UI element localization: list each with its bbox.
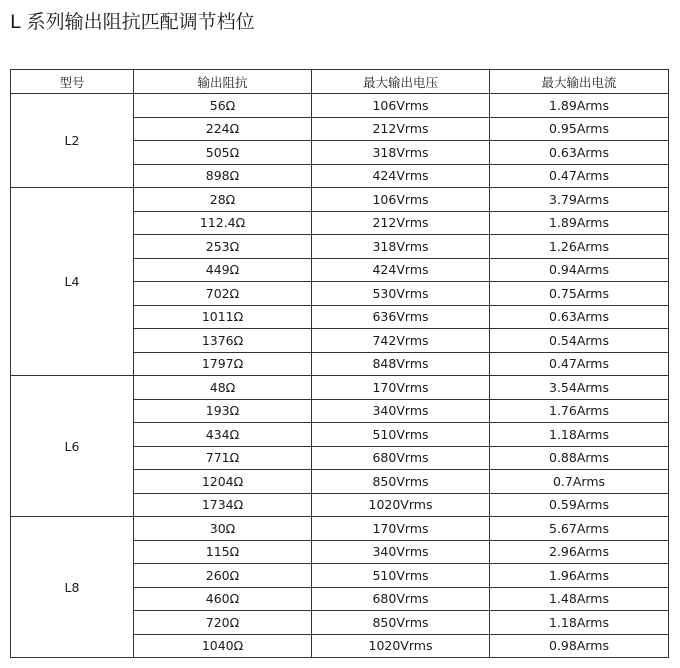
table-body bbox=[11, 94, 669, 658]
header-max-output-current: 最大输出电流 bbox=[490, 70, 669, 94]
max-output-voltage-cell: 680Vrms bbox=[312, 587, 490, 611]
max-output-current-cell: 0.63Arms bbox=[490, 141, 669, 165]
max-output-current-cell: 1.89Arms bbox=[490, 211, 669, 235]
table-row bbox=[11, 517, 669, 541]
header-output-impedance: 输出阻抗 bbox=[134, 70, 312, 94]
max-output-voltage-cell: 424Vrms bbox=[312, 164, 490, 188]
output-impedance-cell: 449Ω bbox=[134, 258, 312, 282]
output-impedance-cell: 112.4Ω bbox=[134, 211, 312, 235]
max-output-current-cell: 0.47Arms bbox=[490, 164, 669, 188]
output-impedance-cell: 253Ω bbox=[134, 235, 312, 259]
max-output-voltage-cell: 530Vrms bbox=[312, 282, 490, 306]
max-output-voltage-cell: 212Vrms bbox=[312, 117, 490, 141]
output-impedance-cell: 1797Ω bbox=[134, 352, 312, 376]
page-title: L 系列输出阻抗匹配调节档位 bbox=[10, 11, 255, 33]
model-cell: L6 bbox=[11, 376, 134, 517]
impedance-matching-table bbox=[10, 69, 669, 658]
output-impedance-cell: 1376Ω bbox=[134, 329, 312, 353]
max-output-current-cell: 1.96Arms bbox=[490, 564, 669, 588]
output-impedance-cell: 505Ω bbox=[134, 141, 312, 165]
max-output-current-cell: 0.94Arms bbox=[490, 258, 669, 282]
output-impedance-cell: 1040Ω bbox=[134, 634, 312, 658]
max-output-voltage-cell: 680Vrms bbox=[312, 446, 490, 470]
max-output-current-cell: 2.96Arms bbox=[490, 540, 669, 564]
max-output-voltage-cell: 170Vrms bbox=[312, 517, 490, 541]
max-output-current-cell: 1.18Arms bbox=[490, 611, 669, 635]
max-output-voltage-cell: 636Vrms bbox=[312, 305, 490, 329]
table-row bbox=[11, 188, 669, 212]
max-output-voltage-cell: 318Vrms bbox=[312, 235, 490, 259]
output-impedance-cell: 898Ω bbox=[134, 164, 312, 188]
max-output-current-cell: 1.89Arms bbox=[490, 94, 669, 118]
max-output-voltage-cell: 424Vrms bbox=[312, 258, 490, 282]
output-impedance-cell: 1204Ω bbox=[134, 470, 312, 494]
output-impedance-cell: 720Ω bbox=[134, 611, 312, 635]
max-output-voltage-cell: 850Vrms bbox=[312, 470, 490, 494]
output-impedance-cell: 224Ω bbox=[134, 117, 312, 141]
table-header-row bbox=[11, 70, 669, 94]
header-max-output-voltage: 最大输出电压 bbox=[312, 70, 490, 94]
output-impedance-cell: 771Ω bbox=[134, 446, 312, 470]
output-impedance-cell: 193Ω bbox=[134, 399, 312, 423]
max-output-voltage-cell: 340Vrms bbox=[312, 540, 490, 564]
max-output-voltage-cell: 212Vrms bbox=[312, 211, 490, 235]
output-impedance-cell: 460Ω bbox=[134, 587, 312, 611]
max-output-current-cell: 0.98Arms bbox=[490, 634, 669, 658]
output-impedance-cell: 260Ω bbox=[134, 564, 312, 588]
max-output-current-cell: 3.54Arms bbox=[490, 376, 669, 400]
max-output-current-cell: 1.18Arms bbox=[490, 423, 669, 447]
output-impedance-cell: 702Ω bbox=[134, 282, 312, 306]
max-output-voltage-cell: 318Vrms bbox=[312, 141, 490, 165]
max-output-current-cell: 0.59Arms bbox=[490, 493, 669, 517]
table-row bbox=[11, 376, 669, 400]
max-output-current-cell: 5.67Arms bbox=[490, 517, 669, 541]
max-output-voltage-cell: 340Vrms bbox=[312, 399, 490, 423]
output-impedance-cell: 56Ω bbox=[134, 94, 312, 118]
max-output-voltage-cell: 742Vrms bbox=[312, 329, 490, 353]
max-output-current-cell: 0.47Arms bbox=[490, 352, 669, 376]
max-output-voltage-cell: 170Vrms bbox=[312, 376, 490, 400]
max-output-voltage-cell: 1020Vrms bbox=[312, 634, 490, 658]
max-output-voltage-cell: 848Vrms bbox=[312, 352, 490, 376]
max-output-voltage-cell: 510Vrms bbox=[312, 564, 490, 588]
max-output-current-cell: 3.79Arms bbox=[490, 188, 669, 212]
max-output-current-cell: 0.63Arms bbox=[490, 305, 669, 329]
output-impedance-cell: 434Ω bbox=[134, 423, 312, 447]
max-output-current-cell: 0.95Arms bbox=[490, 117, 669, 141]
output-impedance-cell: 30Ω bbox=[134, 517, 312, 541]
table-row bbox=[11, 94, 669, 118]
max-output-current-cell: 1.48Arms bbox=[490, 587, 669, 611]
output-impedance-cell: 115Ω bbox=[134, 540, 312, 564]
max-output-voltage-cell: 510Vrms bbox=[312, 423, 490, 447]
max-output-current-cell: 0.88Arms bbox=[490, 446, 669, 470]
max-output-voltage-cell: 106Vrms bbox=[312, 188, 490, 212]
max-output-voltage-cell: 850Vrms bbox=[312, 611, 490, 635]
model-cell: L2 bbox=[11, 94, 134, 188]
output-impedance-cell: 1734Ω bbox=[134, 493, 312, 517]
output-impedance-cell: 48Ω bbox=[134, 376, 312, 400]
header-model: 型号 bbox=[11, 70, 134, 94]
max-output-current-cell: 0.75Arms bbox=[490, 282, 669, 306]
max-output-current-cell: 0.54Arms bbox=[490, 329, 669, 353]
output-impedance-cell: 1011Ω bbox=[134, 305, 312, 329]
output-impedance-cell: 28Ω bbox=[134, 188, 312, 212]
max-output-voltage-cell: 106Vrms bbox=[312, 94, 490, 118]
model-cell: L4 bbox=[11, 188, 134, 376]
model-cell: L8 bbox=[11, 517, 134, 658]
max-output-current-cell: 1.26Arms bbox=[490, 235, 669, 259]
max-output-current-cell: 1.76Arms bbox=[490, 399, 669, 423]
max-output-current-cell: 0.7Arms bbox=[490, 470, 669, 494]
max-output-voltage-cell: 1020Vrms bbox=[312, 493, 490, 517]
